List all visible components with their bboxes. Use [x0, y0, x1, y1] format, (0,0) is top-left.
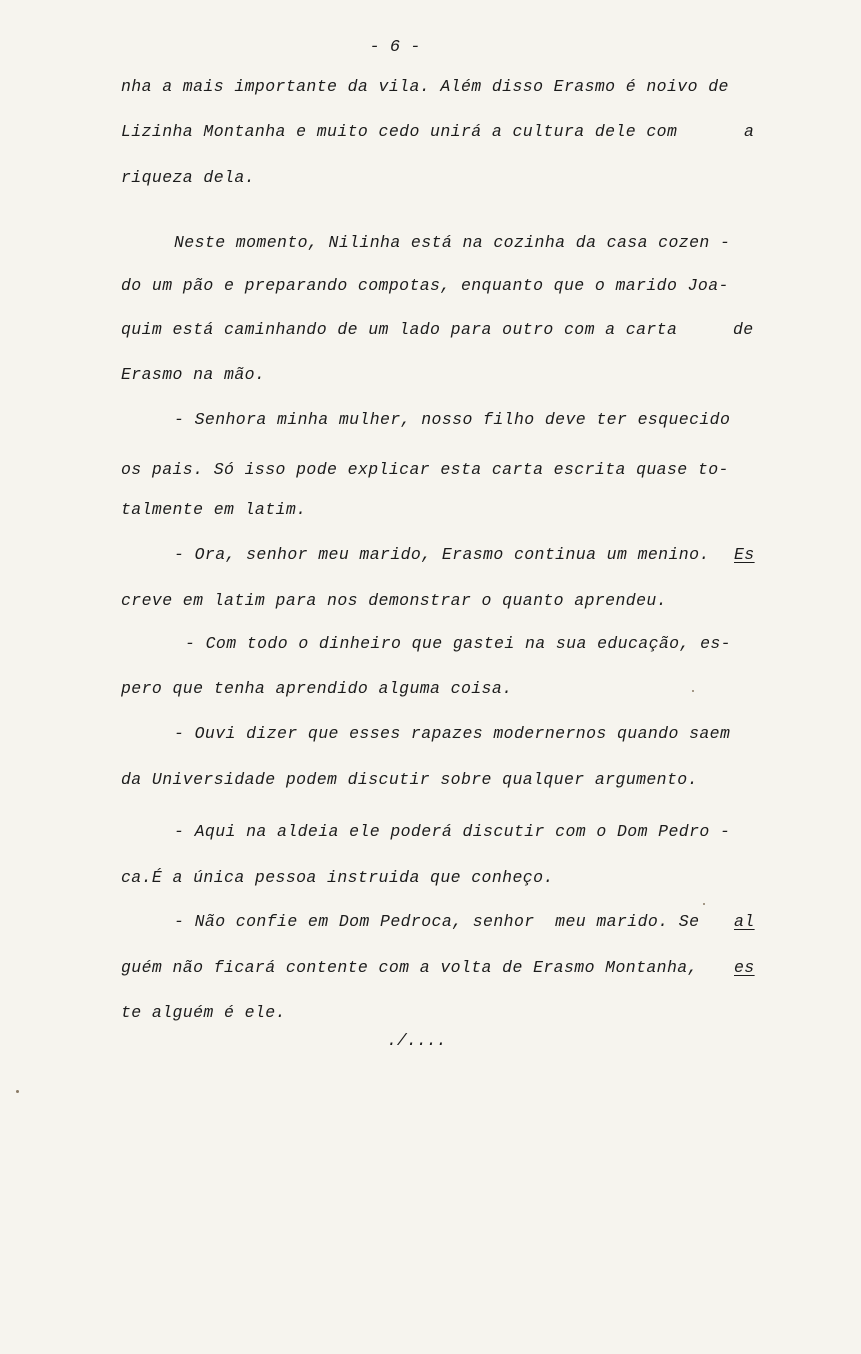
text-line-19: - Não confie em Dom Pedroca, senhor meu marido. Se [174, 912, 710, 931]
text-line-10: talmente em latim. [121, 500, 307, 519]
paper-speck [703, 903, 705, 905]
paper-speck [16, 1090, 19, 1093]
paper-speck [692, 690, 694, 692]
text-line-11: - Ora, senhor meu marido, Erasmo continua um menino. [174, 545, 710, 564]
text-line-6-end: de [733, 320, 754, 339]
continuation-mark: ./.... [387, 1031, 447, 1050]
text-line-13: - Com todo o dinheiro que gastei na sua educação, es- [185, 634, 731, 653]
text-line-20: guém não ficará contente com a volta de Erasmo Montanha, [121, 958, 709, 977]
text-line-2-end: a [744, 122, 755, 141]
text-line-3: riqueza dela. [121, 168, 255, 187]
text-line-12: creve em latim para nos demonstrar o quanto aprendeu. [121, 591, 667, 610]
text-line-19-end: al [734, 912, 755, 931]
text-line-9: os pais. Só isso pode explicar esta carta escrita quase to- [121, 460, 729, 479]
text-line-8: - Senhora minha mulher, nosso filho deve ter esquecido [174, 410, 731, 429]
text-line-17: - Aqui na aldeia ele poderá discutir com o Dom Pedro - [174, 822, 731, 841]
text-line-16: da Universidade podem discutir sobre qualquer argumento. [121, 770, 698, 789]
text-line-2: Lizinha Montanha e muito cedo unirá a cultura dele com [121, 122, 678, 141]
text-line-21: te alguém é ele. [121, 1003, 286, 1022]
text-line-20-end: es [734, 958, 755, 977]
text-line-6: quim está caminhando de um lado para outro com a carta [121, 320, 678, 339]
text-line-4: Neste momento, Nilinha está na cozinha da casa cozen - [174, 233, 731, 252]
text-line-11-end: Es [734, 545, 755, 564]
page-number: - 6 - [369, 38, 421, 57]
text-line-7: Erasmo na mão. [121, 365, 266, 384]
text-line-5: do um pão e preparando compotas, enquanto que o marido Joa- [121, 276, 729, 295]
text-line-18: ca.É a única pessoa instruida que conheço. [121, 868, 554, 887]
text-line-1: nha a mais importante da vila. Além disso Erasmo é noivo de [121, 77, 729, 96]
text-line-14: pero que tenha aprendido alguma coisa. [121, 679, 513, 698]
text-line-15: - Ouvi dizer que esses rapazes modernernos quando saem [174, 724, 731, 743]
